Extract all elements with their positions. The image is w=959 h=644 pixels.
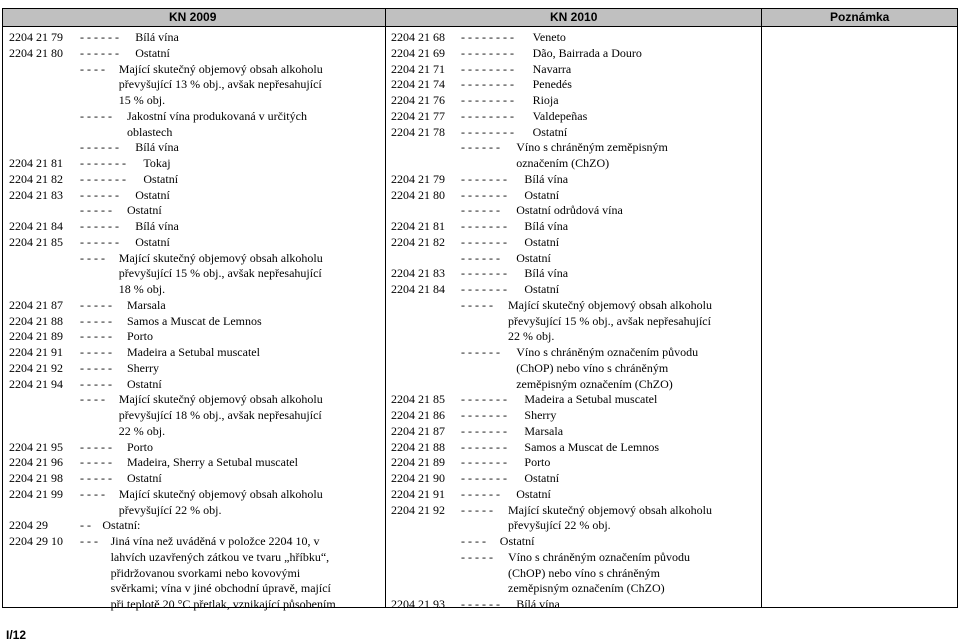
border-right [957, 8, 958, 608]
description-text: Madeira, Sherry a Setubal muscatel [127, 455, 298, 470]
description-text: Marsala [524, 423, 564, 438]
description-text: převyšující 15 % obj., avšak nepřesahující [508, 313, 711, 328]
description-text: Ostatní [135, 234, 170, 249]
cn-code: 2204 21 82 [9, 171, 63, 186]
indent-dashes: - - [80, 518, 91, 533]
description-text: Dão, Bairrada a Douro [532, 45, 642, 60]
indent-dashes: - - - - - - [461, 597, 500, 611]
indent-dashes: - - - - - - - [80, 156, 126, 170]
cn-code: 2204 21 80 [9, 45, 63, 60]
indent-dashes: - - - - - - - [461, 282, 507, 296]
description-text: Mající skutečný objemový obsah alkoholu [118, 61, 323, 76]
indent-dashes: - - - - - - [80, 140, 119, 155]
description-text: Ostatní [516, 250, 551, 265]
cn-code: 2204 29 10 [9, 534, 63, 548]
description-text: označením (ChZO) [516, 156, 610, 170]
cn-code: 2204 21 81 [9, 156, 63, 170]
description-text: Bílá vína [135, 140, 179, 155]
description-text: Ostatní [143, 171, 179, 186]
indent-dashes: - - - - - [80, 329, 112, 344]
description-text: Ostatní [135, 45, 170, 60]
cn-code: 2204 21 98 [9, 471, 63, 485]
indent-dashes: - - - - - [80, 360, 112, 375]
description-text: Ostatní [516, 486, 551, 501]
header-poznamka: Poznámka [830, 10, 890, 24]
cn-code: 2204 21 96 [9, 455, 63, 470]
cn-code: 2204 21 69 [391, 45, 445, 60]
description-text: zeměpisným označením (ChZO) [508, 581, 665, 596]
description-text: Ostatní [524, 234, 560, 249]
description-text: Bílá vína [524, 219, 569, 233]
cn-code: 2204 21 88 [391, 439, 445, 454]
description-text: 22 % obj. [508, 329, 555, 344]
indent-dashes: - - - - - - [80, 45, 119, 60]
description-text: Ostatní [127, 471, 162, 485]
description-text: Penedés [532, 77, 572, 92]
indent-dashes: - - - - - [80, 471, 112, 485]
indent-dashes: - - - - - - - [80, 171, 126, 186]
indent-dashes: - - - - - - - - [461, 108, 514, 123]
page-number: I/12 [6, 628, 27, 642]
cn-code: 2204 21 99 [9, 486, 63, 501]
indent-dashes: - - - - - - - - [461, 45, 514, 60]
indent-dashes: - - - - - - - [461, 234, 507, 249]
cn-code: 2204 21 87 [391, 423, 445, 438]
description-text: lahvích uzavřených zátkou ve tvaru „hříbku“, [110, 549, 330, 564]
cn-code: 2204 21 86 [391, 408, 445, 422]
description-text: převyšující 15 % obj., avšak nepřesahující [118, 266, 322, 281]
indent-dashes: - - - - [80, 486, 105, 501]
description-text: (ChOP) nebo víno s chráněným [508, 565, 660, 580]
indent-dashes: - - - - - - - - [461, 124, 514, 139]
header-divider [2, 26, 958, 27]
indent-dashes: - - - - - [80, 439, 112, 454]
indent-dashes: - - - - - - - [461, 471, 507, 485]
indent-dashes: - - - - - - - - [461, 93, 514, 107]
indent-dashes: - - - - - - - [461, 187, 507, 202]
description-text: Bílá vína [135, 219, 179, 233]
description-text: Ostatní [499, 534, 535, 548]
cn-code: 2204 21 84 [9, 219, 63, 233]
description-text: Ostatní [524, 282, 560, 296]
indent-dashes: - - - - - [80, 376, 112, 391]
cn-code: 2204 21 77 [391, 108, 445, 123]
header-row [2, 8, 958, 26]
description-text: zeměpisným označením (ChZO) [516, 376, 673, 391]
indent-dashes: - - - - - - [80, 234, 119, 249]
cn-code: 2204 21 82 [391, 234, 445, 249]
indent-dashes: - - - - - [80, 108, 112, 123]
description-text: Samos a Muscat de Lemnos [127, 313, 262, 328]
description-text: Tokaj [143, 156, 171, 170]
description-text: Bílá vína [135, 30, 179, 44]
description-text: svěrkami; vína v jiné obchodní úpravě, mající [110, 581, 331, 596]
description-text: Rioja [532, 93, 559, 107]
indent-dashes: - - - - [80, 61, 105, 76]
column-divider-1 [385, 8, 386, 608]
description-text: Mající skutečný objemový obsah alkoholu [508, 502, 712, 517]
description-text: Bílá vína [516, 597, 560, 611]
indent-dashes: - - - - - - - - [461, 77, 514, 92]
cn-code: 2204 21 89 [391, 455, 445, 470]
cn-code: 2204 21 71 [391, 61, 445, 76]
indent-dashes: - - - - [80, 392, 105, 407]
description-text: přidržovanou svorkami nebo kovovými [110, 565, 301, 580]
description-text: Ostatní [135, 187, 170, 202]
description-text: Jakostní vína produkovaná v určitých [127, 108, 307, 123]
description-text: 18 % obj. [118, 282, 166, 296]
description-text: Mající skutečný objemový obsah alkoholu [118, 392, 323, 407]
indent-dashes: - - - - - - [80, 219, 119, 233]
indent-dashes: - - - - - - - [461, 423, 507, 438]
indent-dashes: - - - - - - [461, 250, 500, 265]
cn-code: 2204 21 91 [9, 345, 63, 359]
cn-code: 2204 21 87 [9, 297, 63, 312]
description-text: (ChOP) nebo víno s chráněným [516, 360, 669, 375]
cn-code: 2204 21 85 [9, 234, 63, 249]
description-text: Bílá vína [524, 266, 569, 281]
cn-code: 2204 21 76 [391, 93, 445, 107]
cn-code: 2204 21 91 [391, 486, 445, 501]
cn-code: 2204 21 90 [391, 471, 445, 485]
description-text: Madeira a Setubal muscatel [524, 392, 658, 407]
description-text: 15 % obj. [118, 93, 166, 107]
indent-dashes: - - - - - [461, 502, 493, 517]
border-top [2, 8, 958, 9]
cn-code: 2204 21 94 [9, 376, 63, 391]
description-text: Ostatní: [102, 518, 141, 533]
indent-dashes: - - - - - - - [461, 266, 507, 281]
indent-dashes: - - - - - - [461, 486, 500, 501]
description-text: Navarra [532, 61, 572, 76]
description-text: Bílá vína [524, 171, 569, 186]
description-text: Sherry [524, 408, 557, 422]
description-text: Ostatní [524, 187, 560, 202]
cn-code: 2204 21 83 [9, 187, 63, 202]
cn-code: 2204 21 85 [391, 392, 445, 407]
indent-dashes: - - - - - - - [461, 171, 507, 186]
description-text: Madeira a Setubal muscatel [127, 345, 260, 359]
description-text: Porto [127, 329, 154, 344]
description-text: Víno s chráněným zeměpisným [516, 140, 668, 155]
indent-dashes: - - - - - [80, 203, 112, 218]
indent-dashes: - - - - - [461, 549, 493, 564]
indent-dashes: - - - - - - [80, 187, 119, 202]
cn-code: 2204 21 68 [391, 30, 445, 44]
description-text: převyšující 22 % obj. [508, 518, 611, 533]
indent-dashes: - - - - - [80, 345, 112, 359]
description-text: Sherry [127, 360, 159, 375]
description-text: Valdepeñas [532, 108, 588, 123]
cn-code: 2204 21 92 [9, 360, 63, 375]
description-text: Ostatní [127, 376, 162, 391]
description-text: Ostatní [127, 203, 162, 218]
cn-code: 2204 21 80 [391, 187, 445, 202]
indent-dashes: - - - - - - [461, 345, 500, 359]
description-text: převyšující 22 % obj. [118, 502, 222, 517]
cn-code: 2204 29 [9, 518, 48, 533]
description-text: Jiná vína než uváděná v položce 2204 10, v [110, 534, 320, 548]
header-kn2009: KN 2009 [169, 10, 217, 24]
cn-code: 2204 21 89 [9, 329, 63, 344]
indent-dashes: - - - - - - - [461, 219, 507, 233]
indent-dashes: - - - - - - [461, 203, 500, 218]
description-text: Ostatní [532, 124, 568, 139]
indent-dashes: - - - - [461, 534, 486, 548]
indent-dashes: - - - - - - - [461, 408, 507, 422]
description-text: 22 % obj. [118, 423, 166, 438]
indent-dashes: - - - [80, 534, 98, 548]
indent-dashes: - - - - - [461, 297, 493, 312]
description-text: převyšující 18 % obj., avšak nepřesahující [118, 408, 322, 422]
cn-code: 2204 21 92 [391, 502, 445, 517]
cn-code: 2204 21 83 [391, 266, 445, 281]
indent-dashes: - - - - - - - - [461, 61, 514, 76]
description-text: Mající skutečný objemový obsah alkoholu [118, 250, 323, 265]
description-text: Víno s chráněným označením původu [508, 549, 690, 564]
cn-code: 2204 21 79 [9, 30, 63, 44]
cn-code: 2204 21 95 [9, 439, 63, 454]
indent-dashes: - - - - [80, 250, 105, 265]
indent-dashes: - - - - - - - [461, 439, 507, 454]
description-text: Porto [524, 455, 551, 470]
indent-dashes: - - - - - - - [461, 455, 507, 470]
cn-code: 2204 21 74 [391, 77, 445, 92]
column-divider-2 [761, 8, 762, 608]
indent-dashes: - - - - - - - [461, 392, 507, 407]
cn-code: 2204 21 84 [391, 282, 445, 296]
description-text: Mající skutečný objemový obsah alkoholu [118, 486, 323, 501]
description-text: Samos a Muscat de Lemnos [524, 439, 660, 454]
description-text: převyšující 13 % obj., avšak nepřesahující [118, 77, 322, 92]
indent-dashes: - - - - - - - - [461, 30, 514, 44]
cn-code: 2204 21 88 [9, 313, 63, 328]
description-text: Marsala [127, 297, 166, 312]
description-text: Ostatní odrůdová vína [516, 203, 623, 218]
indent-dashes: - - - - - [80, 297, 112, 312]
cn-code: 2204 21 81 [391, 219, 445, 233]
description-text: Víno s chráněným označením původu [516, 345, 699, 359]
description-text: Ostatní [524, 471, 560, 485]
indent-dashes: - - - - - - [80, 30, 119, 44]
header-kn2010: KN 2010 [550, 10, 598, 24]
description-text: při teplotě 20 °C přetlak, vznikající působením [110, 597, 336, 611]
cn-code: 2204 21 78 [391, 124, 445, 139]
indent-dashes: - - - - - [80, 313, 112, 328]
indent-dashes: - - - - - [80, 455, 112, 470]
description-text: Porto [127, 439, 154, 454]
cn-code: 2204 21 93 [391, 597, 445, 611]
description-text: Mající skutečný objemový obsah alkoholu [508, 297, 712, 312]
border-left [2, 8, 3, 608]
indent-dashes: - - - - - - [461, 140, 500, 155]
cn-code: 2204 21 79 [391, 171, 445, 186]
description-text: oblastech [127, 124, 173, 139]
description-text: Veneto [532, 30, 566, 44]
